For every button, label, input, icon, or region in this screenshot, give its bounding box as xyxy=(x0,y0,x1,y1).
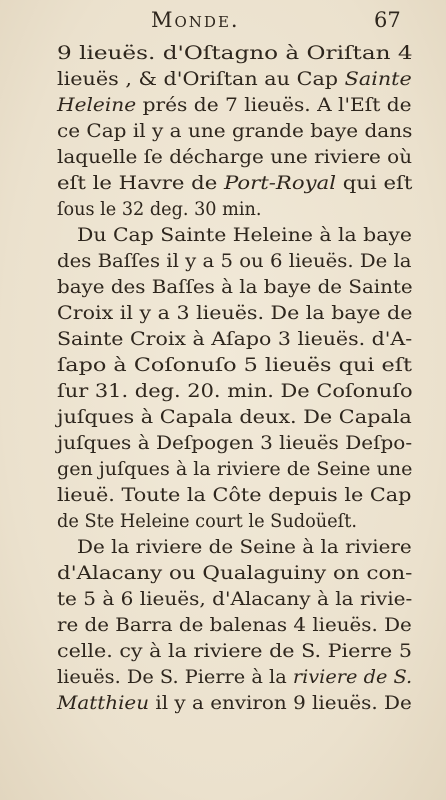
text-line xyxy=(57,457,412,483)
text-line xyxy=(57,249,412,275)
text-run: Sainte Croix à Aſapo 3 lieuës. d'A- xyxy=(57,329,413,350)
text-run: celle. cy à la riviere de S. Pierre 5 xyxy=(57,641,412,662)
text-run: laquelle ſe décharge une riviere où xyxy=(57,147,413,168)
text-line xyxy=(77,535,412,561)
text-run: juſques à Capala deux. De Capala xyxy=(57,407,412,428)
text-line xyxy=(57,639,412,665)
text-line xyxy=(57,41,413,67)
text-run: re de Barra de balenas 4 lieuës. De xyxy=(57,615,412,636)
text-line xyxy=(57,119,412,145)
text-run: de Ste Heleine court le Sudoüeſt. xyxy=(57,511,357,532)
text-run: te 5 à 6 lieuës, d'Alacany à la rivie- xyxy=(57,589,413,610)
text-run: Du Cap Sainte Heleine à la baye xyxy=(77,225,412,246)
text-line xyxy=(57,483,411,509)
italic-text: Port-Royal xyxy=(223,173,337,194)
text-line xyxy=(57,691,412,717)
text-run: lieuë. Toute la Côte depuis le Cap xyxy=(57,485,412,506)
page-number: 67 xyxy=(374,8,401,32)
text-line xyxy=(57,613,412,639)
text-run: ſous le 32 deg. 30 min. xyxy=(57,199,262,220)
text-line xyxy=(57,665,412,691)
text-run: prés de 7 lieuës. A l'Eſt de xyxy=(136,95,412,116)
text-run: ce Cap il y a une grande baye dans xyxy=(57,121,413,142)
text-run: 9 lieuës. d'Oſtagno à Oriſtan 4 xyxy=(57,43,413,64)
text-run: qui eſt xyxy=(336,173,413,194)
text-run: De la riviere de Seine à la riviere xyxy=(77,537,412,558)
text-line xyxy=(57,405,412,431)
text-run: lieuës. De S. Pierre à la xyxy=(57,667,293,688)
text-line xyxy=(57,353,412,379)
running-head xyxy=(0,6,446,36)
text-line xyxy=(57,275,413,301)
italic-text: riviere de S. xyxy=(292,667,413,688)
text-run: lieuës , & d'Oriſtan au Cap xyxy=(57,69,345,90)
text-run: il y a environ 9 lieuës. De xyxy=(149,693,412,714)
text-line xyxy=(57,327,412,353)
text-line xyxy=(77,223,412,249)
text-line xyxy=(57,197,261,223)
text-line xyxy=(57,301,412,327)
text-line xyxy=(57,171,412,197)
text-run: d'Alacany ou Qualaguiny on con- xyxy=(57,563,413,584)
text-run: ſur 31. deg. 20. min. De Coſonuſo xyxy=(57,381,413,402)
text-line xyxy=(57,379,413,405)
text-line xyxy=(57,145,412,171)
text-line xyxy=(57,67,412,93)
text-run: baye des Baſſes à la baye de Sainte xyxy=(57,277,413,298)
text-run: gen juſques à la riviere de Seine une xyxy=(57,459,413,480)
text-line xyxy=(57,587,412,613)
running-head-title: Monde. xyxy=(151,8,240,32)
italic-text: Sainte xyxy=(344,69,412,90)
text-line xyxy=(57,509,357,535)
italic-text: Heleine xyxy=(57,95,137,116)
text-run: des Baſſes il y a 5 ou 6 lieuës. De la xyxy=(57,251,412,272)
text-line xyxy=(57,561,412,587)
text-run: juſques à Deſpogen 3 lieuës Deſpo- xyxy=(57,433,413,454)
text-line xyxy=(57,431,412,457)
text-run: ſapo à Coſonuſo 5 lieuës qui eſt xyxy=(57,355,412,376)
text-line xyxy=(57,93,412,119)
text-run: eſt le Havre de xyxy=(57,173,224,194)
text-run: Croix il y a 3 lieuës. De la baye de xyxy=(57,303,413,324)
italic-text: Matthieu xyxy=(57,693,150,714)
